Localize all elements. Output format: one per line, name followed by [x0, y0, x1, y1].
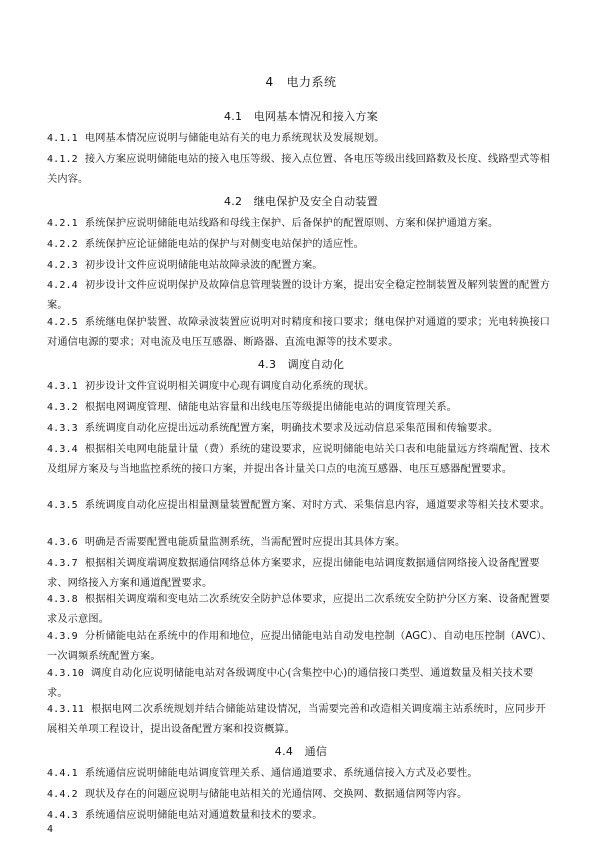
clause-4-3-7: 4.3.7 根据相关调度端调度数据通信网络总体方案要求，应提出储能电站调度数据通信网络接入设备配置要求、网络接入方案和通道配置要求。 [47, 558, 540, 589]
clause-4-3-3: 4.3.3 系统调度自动化应提出远动系统配置方案，明确技术要求及远动信息采集范围和传输要求。 [47, 423, 499, 434]
clause-4-3-8: 4.3.8 根据相关调度端和变电站二次系统安全防护总体要求，应提出二次系统安全防护分区方案、设备配置要求及示意图。 [47, 594, 551, 625]
clause-4-3-1: 4.3.1 初步设计文件宜说明相关调度中心现有调度自动化系统的现状。 [47, 381, 375, 392]
clause-4-1-2: 4.1.2 接入方案应说明储能电站的接入电压等级、接入点位置、各电压等级出线回路数及长度、线路型式等相关内容。 [47, 154, 551, 185]
clause-4-3-2: 4.3.2 根据电网调度管理、储能电站容量和出线电压等级提出储能电站的调度管理关系。 [47, 402, 458, 413]
page-number: 4 [47, 824, 54, 835]
clause-4-2-1: 4.2.1 系统保护应说明储能电站线路和母线主保护、后备保护的配置原则、方案和保护通道方案。 [47, 218, 499, 229]
clause-4-2-4: 4.2.4 初步设计文件应说明保护及故障信息管理装置的设计方案，提出安全稳定控制装置及解列装置的配置方案。 [47, 280, 551, 311]
section-heading-4-1: 4.1 电网基本情况和接入方案 [223, 110, 379, 123]
clause-4-2-3: 4.2.3 初步设计文件应说明储能电站故障录波的配置方案。 [47, 260, 323, 271]
clause-4-2-5: 4.2.5 系统继电保护装置、故障录波装置应说明对时精度和接口要求；继电保护对通道的要求；光电转换接口对通信电源的要求；对电流及电压互感器、断路器、直流电源等的技术要求。 [47, 317, 551, 348]
clause-4-4-3: 4.4.3 系统通信应说明储能电站对通道数量和技术的要求。 [47, 810, 323, 821]
clause-4-4-2: 4.4.2 现状及存在的问题应说明与储能电站相关的光通信网、交换网、数据通信网等内容。 [47, 789, 468, 800]
section-heading-4-4: 4.4 通信 [274, 745, 328, 758]
clause-4-3-10: 4.3.10 调度自动化应说明储能电站对各级调度中心(含集控中心)的通信接口类型、通道数量及相关技术要求。 [47, 668, 534, 699]
clause-4-4-1: 4.4.1 系统通信应说明储能电站调度管理关系、通信通道要求、系统通信接入方式及必要性。 [47, 768, 478, 779]
clause-4-3-6: 4.3.6 明确是否需要配置电能质量监测系统，当需配置时应提出其具体方案。 [47, 537, 406, 548]
clause-4-3-4: 4.3.4 根据相关电网电能量计量（费）系统的建设要求，应说明储能电站关口表和电能量远方终端配置、技术及组屏方案及与当地监控系统的接口方案，并提出各计量关口点的电流互感器、电压互感器配置要求。 [47, 444, 551, 475]
clause-4-3-5: 4.3.5 系统调度自动化应提出相量测量装置配置方案、对时方式、采集信息内容，通道要求等相关技术要求。 [47, 500, 551, 511]
clause-4-3-11: 4.3.11 根据电网二次系统规划并结合储能站建设情况，当需要完善和改造相关调度端主站系统时，应同步开展相关单项工程设计，提出设备配置方案和投资概算。 [47, 704, 546, 735]
chapter-title: 电力系统 [286, 75, 337, 89]
clause-4-3-9: 4.3.9 分析储能电站在系统中的作用和地位，应提出储能电站自动发电控制（AGC）、自动电压控制（AVC）、一次调频系统配置方案。 [47, 631, 552, 662]
chapter-number: 4 [265, 75, 274, 89]
section-heading-4-3: 4.3 调度自动化 [257, 358, 345, 371]
clause-4-2-2: 4.2.2 系统保护应论证储能电站的保护与对侧变电站保护的适应性。 [47, 239, 364, 250]
clause-4-1-1: 4.1.1 电网基本情况应说明与储能电站有关的电力系统现状及发展规划。 [47, 133, 385, 144]
chapter-heading [0, 73, 602, 90]
section-heading-4-2: 4.2 继电保护及安全自动装置 [223, 195, 379, 208]
